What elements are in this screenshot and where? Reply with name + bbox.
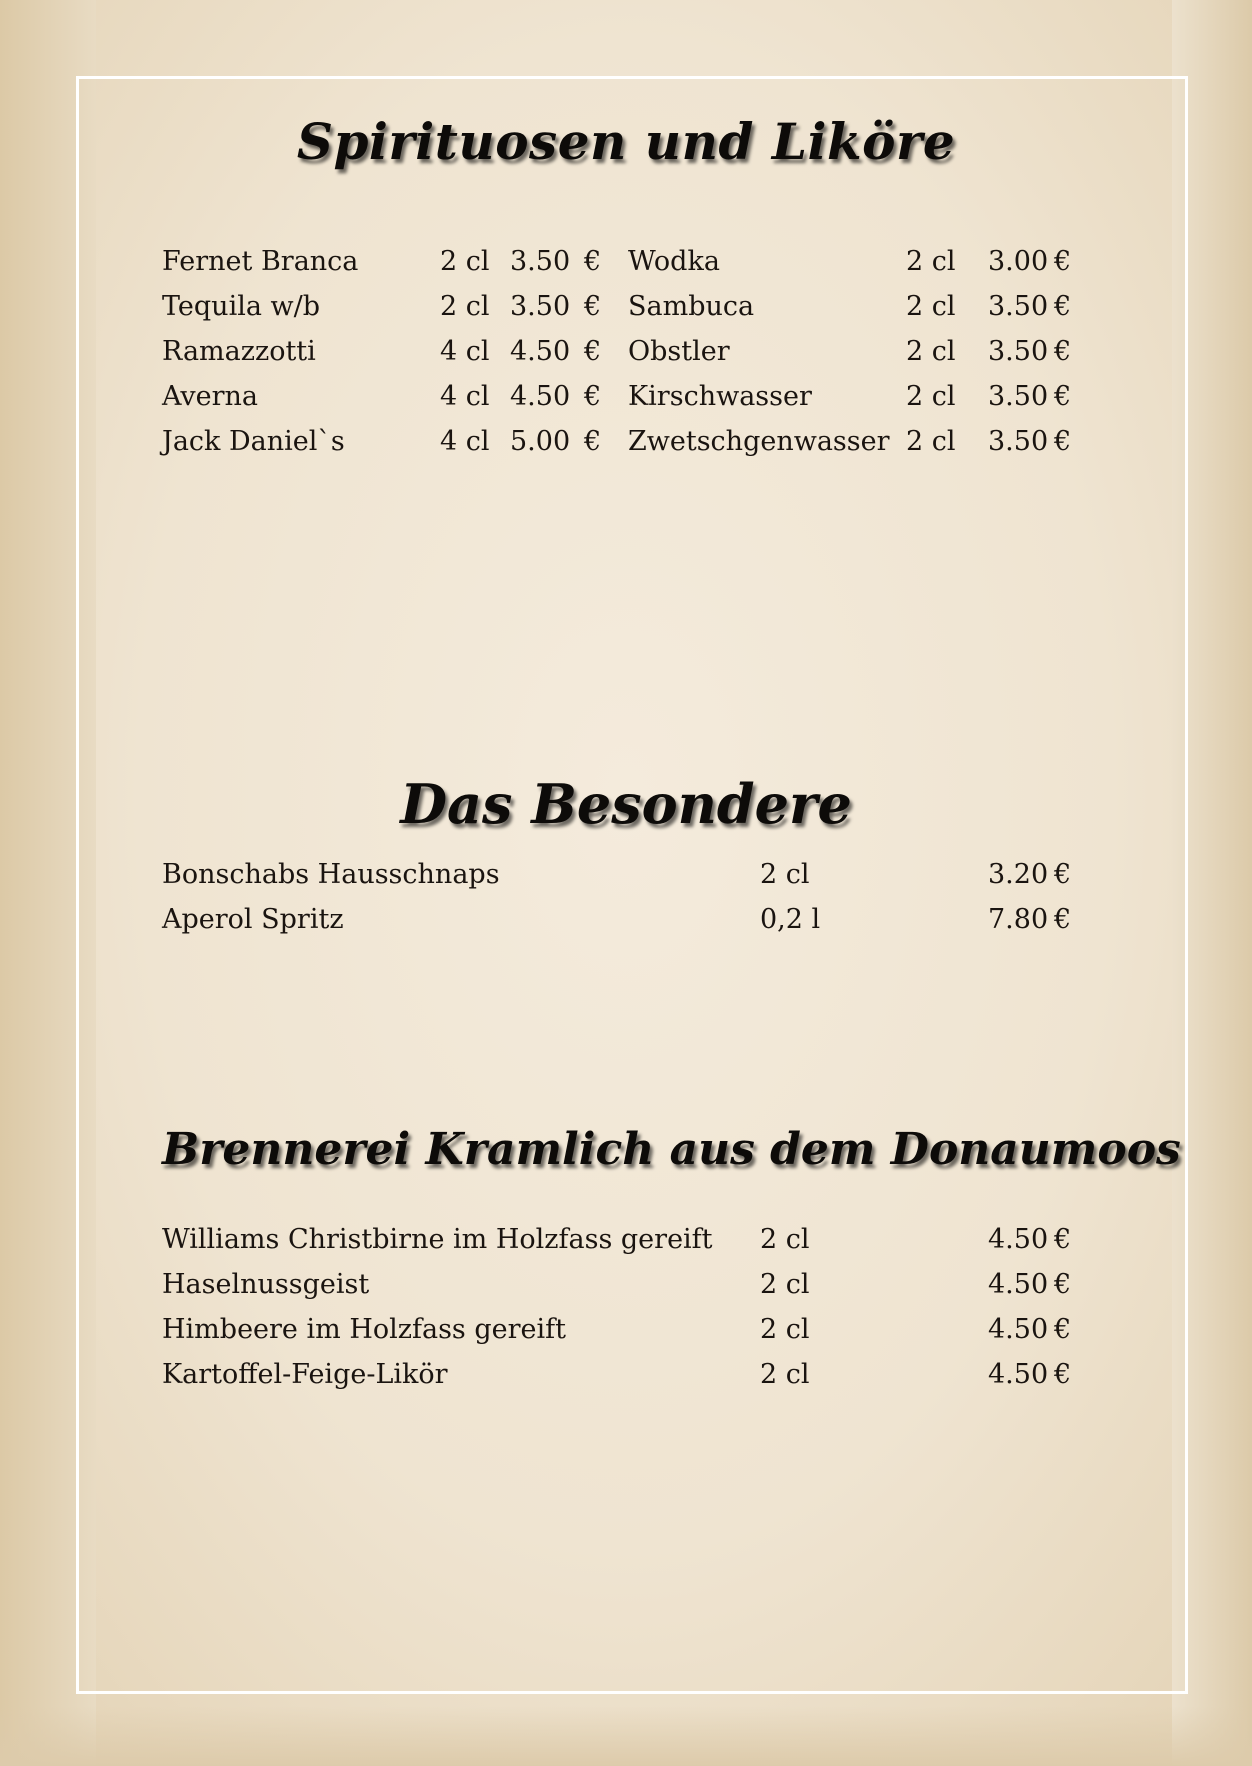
item-price: 4.50 — [988, 1314, 1049, 1345]
menu-item — [628, 377, 1088, 417]
item-size: 2 cl — [906, 291, 956, 322]
item-price: 3.50 — [510, 291, 571, 322]
item-name: Wodka — [628, 246, 720, 277]
item-price: 4.50 — [510, 336, 571, 367]
menu-item — [628, 422, 1088, 462]
menu-item — [162, 1220, 1088, 1260]
item-currency: € — [1054, 1314, 1072, 1345]
item-currency: € — [1054, 246, 1072, 277]
item-size: 2 cl — [906, 381, 956, 412]
item-price: 3.00 — [988, 246, 1049, 277]
item-price: 4.50 — [510, 381, 571, 412]
menu-item — [162, 422, 622, 462]
item-size: 2 cl — [760, 1269, 810, 1300]
item-currency: € — [584, 381, 602, 412]
item-size: 2 cl — [760, 1359, 810, 1390]
item-price: 5.00 — [510, 426, 571, 457]
menu-item — [162, 1265, 1088, 1305]
item-currency: € — [1054, 1359, 1072, 1390]
item-name: Jack Daniel`s — [162, 426, 345, 457]
item-name: Obstler — [628, 336, 730, 367]
item-currency: € — [584, 246, 602, 277]
item-name: Kirschwasser — [628, 381, 812, 412]
menu-item — [162, 855, 1088, 895]
item-size: 2 cl — [760, 859, 810, 890]
item-currency: € — [584, 426, 602, 457]
item-currency: € — [1054, 1224, 1072, 1255]
item-name: Averna — [162, 381, 259, 412]
item-size: 2 cl — [906, 426, 956, 457]
menu-item — [162, 242, 622, 282]
paper-edge-bottom — [0, 1706, 1252, 1766]
item-currency: € — [1054, 1269, 1072, 1300]
item-name: Sambuca — [628, 291, 755, 322]
menu-item — [162, 900, 1088, 940]
item-size: 2 cl — [440, 291, 490, 322]
menu-item — [628, 242, 1088, 282]
item-price: 4.50 — [988, 1224, 1049, 1255]
menu-item — [162, 287, 622, 327]
item-name: Williams Christbirne im Holzfass gereift — [162, 1224, 713, 1255]
item-name: Bonschabs Hausschnaps — [162, 859, 500, 890]
item-size: 2 cl — [906, 246, 956, 277]
menu-item — [162, 1310, 1088, 1350]
item-price: 3.50 — [988, 291, 1049, 322]
section-title-distillery: Brennerei Kramlich aus dem Donaumoos — [162, 1124, 1181, 1175]
menu-item — [628, 287, 1088, 327]
item-size: 2 cl — [760, 1224, 810, 1255]
item-name: Zwetschgenwasser — [628, 426, 890, 457]
item-price: 3.50 — [988, 426, 1049, 457]
item-currency: € — [1054, 381, 1072, 412]
item-price: 4.50 — [988, 1359, 1049, 1390]
item-currency: € — [1054, 336, 1072, 367]
item-currency: € — [584, 336, 602, 367]
menu-item — [162, 332, 622, 372]
item-size: 2 cl — [440, 246, 490, 277]
item-name: Fernet Branca — [162, 246, 359, 277]
item-size: 4 cl — [440, 336, 490, 367]
item-name: Aperol Spritz — [162, 904, 344, 935]
section-title-special: Das Besondere — [400, 772, 852, 836]
item-currency: € — [1054, 426, 1072, 457]
item-size: 4 cl — [440, 381, 490, 412]
item-name: Kartoffel-Feige-Likör — [162, 1359, 448, 1390]
item-price: 3.50 — [988, 336, 1049, 367]
item-size: 4 cl — [440, 426, 490, 457]
item-price: 7.80 — [988, 904, 1049, 935]
item-price: 3.50 — [510, 246, 571, 277]
item-name: Ramazzotti — [162, 336, 316, 367]
item-price: 3.50 — [988, 381, 1049, 412]
item-currency: € — [584, 291, 602, 322]
item-size: 0,2 l — [760, 904, 821, 935]
item-currency: € — [1054, 859, 1072, 890]
item-size: 2 cl — [760, 1314, 810, 1345]
item-price: 4.50 — [988, 1269, 1049, 1300]
item-price: 3.20 — [988, 859, 1049, 890]
item-name: Haselnussgeist — [162, 1269, 370, 1300]
item-name: Himbeere im Holzfass gereift — [162, 1314, 566, 1345]
item-currency: € — [1054, 904, 1072, 935]
menu-item — [162, 1355, 1088, 1395]
menu-item — [162, 377, 622, 417]
item-currency: € — [1054, 291, 1072, 322]
section-title-spirits: Spirituosen und Liköre — [296, 112, 956, 171]
item-name: Tequila w/b — [162, 291, 321, 322]
item-size: 2 cl — [906, 336, 956, 367]
menu-item — [628, 332, 1088, 372]
